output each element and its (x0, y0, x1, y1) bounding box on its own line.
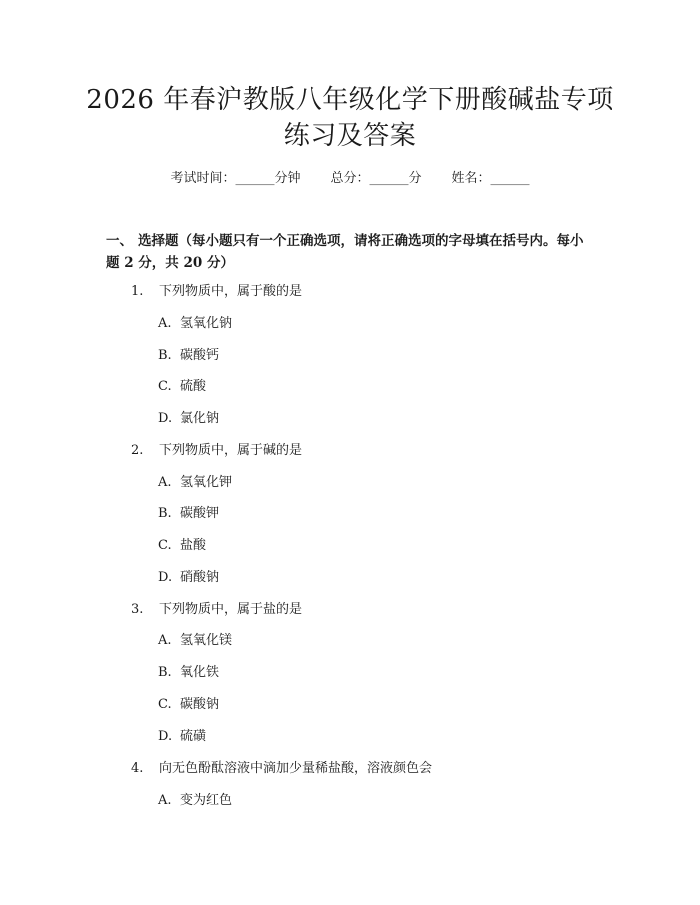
question-text: 下列物质中，属于酸的是 (159, 284, 303, 299)
question-text: 向无色酚酞溶液中滴加少量稀盐酸，溶液颜色会 (159, 761, 433, 776)
question-1-option-d (158, 410, 219, 428)
section-instruction-line-1: 选择题（每小题只有一个正确选项，请将正确选项的字母填在括号内。每小 (138, 233, 584, 249)
section-number: 一、 (106, 233, 133, 249)
question-2-option-d (158, 569, 219, 587)
option-text: 碳酸钾 (180, 506, 220, 521)
document-title-line-1: 2026 年春沪教版八年级化学下册酸碱盐专项 (86, 85, 614, 115)
option-text: 变为红色 (180, 793, 233, 808)
option-text: 氯化钠 (180, 411, 220, 426)
option-text: 硫磺 (180, 729, 207, 744)
option-letter: C. (158, 379, 172, 394)
exam-time-field: 考试时间：______分钟 (170, 171, 301, 186)
option-text: 硝酸钠 (180, 570, 220, 585)
question-2 (131, 442, 302, 460)
question-number: 4. (131, 761, 144, 776)
option-letter: D. (158, 729, 173, 744)
section-instruction-line-2: 题 2 分，共 20 分） (106, 255, 234, 271)
question-1-option-a (158, 315, 232, 333)
question-text: 下列物质中，属于碱的是 (159, 443, 303, 458)
option-letter: A. (158, 316, 172, 331)
question-3-option-a (158, 632, 232, 650)
question-3-option-c (158, 696, 219, 714)
total-score-field: 总分：______分 (330, 171, 422, 186)
question-1 (131, 283, 302, 301)
question-3-option-d (158, 728, 206, 746)
option-text: 氢氧化钠 (180, 316, 233, 331)
name-field: 姓名：______ (451, 171, 530, 186)
question-4-option-a (158, 792, 232, 810)
question-text: 下列物质中，属于盐的是 (159, 602, 303, 617)
option-text: 硫酸 (180, 379, 207, 394)
exam-info (0, 170, 700, 188)
option-text: 氧化铁 (180, 665, 220, 680)
option-text: 盐酸 (180, 538, 207, 553)
option-letter: B. (158, 665, 172, 680)
section-heading (106, 230, 606, 274)
option-letter: D. (158, 570, 173, 585)
question-number: 1. (131, 284, 144, 299)
option-text: 氢氧化镁 (180, 633, 233, 648)
option-letter: B. (158, 348, 172, 363)
option-letter: A. (158, 793, 172, 808)
document-title-line-2: 练习及答案 (283, 121, 417, 151)
question-2-option-b (158, 505, 219, 523)
question-2-option-c (158, 537, 206, 555)
option-letter: C. (158, 697, 172, 712)
question-3 (131, 601, 302, 619)
option-letter: A. (158, 475, 172, 490)
option-text: 碳酸钙 (180, 348, 220, 363)
question-3-option-b (158, 664, 219, 682)
question-1-option-c (158, 378, 206, 396)
option-letter: C. (158, 538, 172, 553)
question-number: 2. (131, 443, 144, 458)
option-letter: A. (158, 633, 172, 648)
option-letter: D. (158, 411, 173, 426)
question-2-option-a (158, 474, 232, 492)
option-text: 碳酸钠 (180, 697, 220, 712)
question-number: 3. (131, 602, 144, 617)
question-4 (131, 760, 432, 778)
option-text: 氢氧化钾 (180, 475, 233, 490)
question-1-option-b (158, 347, 219, 365)
option-letter: B. (158, 506, 172, 521)
